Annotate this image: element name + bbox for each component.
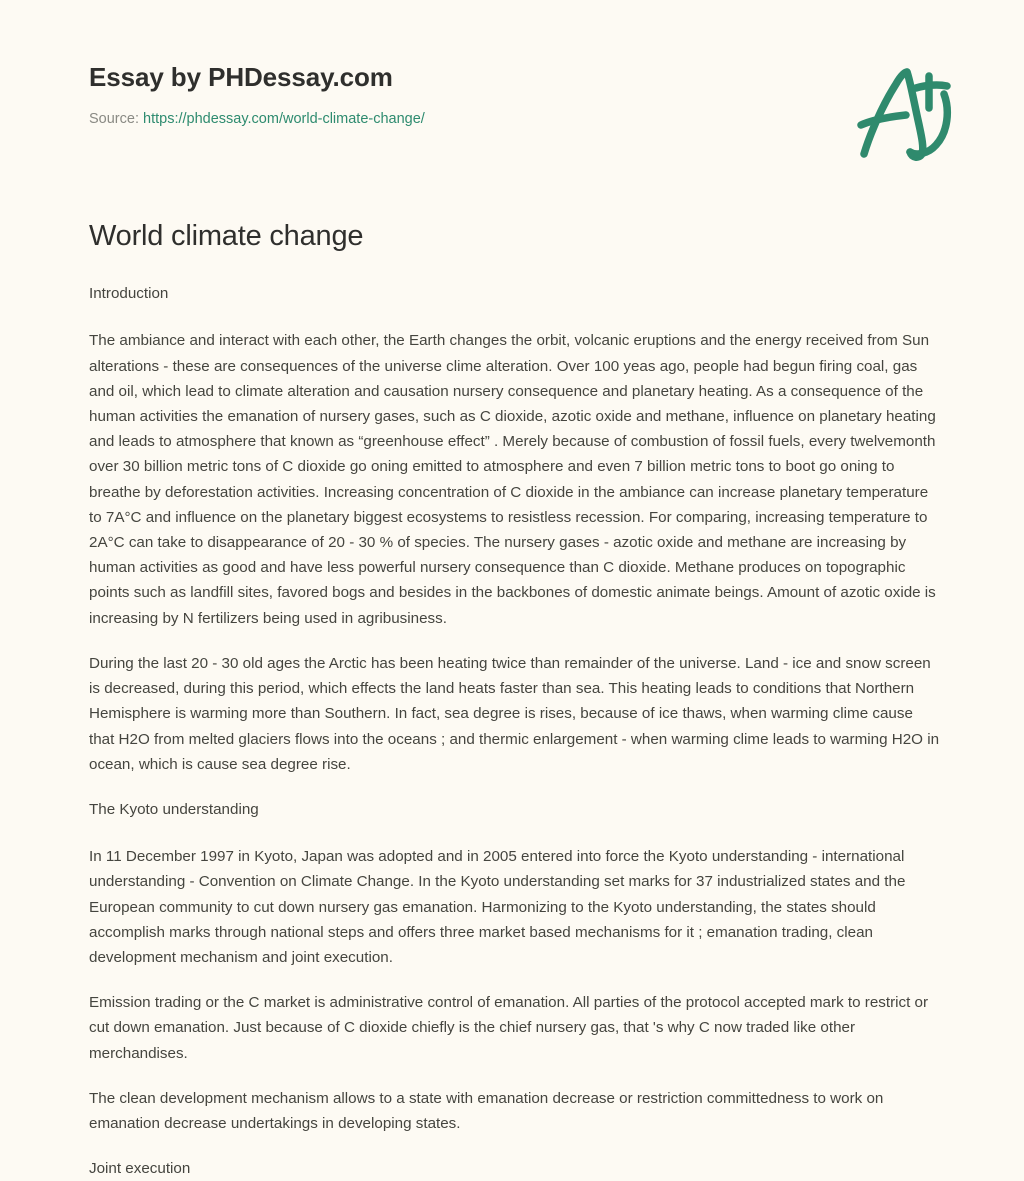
page-header bbox=[0, 0, 1024, 150]
body-paragraph: Emission trading or the C market is administrative control of emanation. All parties of the protocol accepted mark to restrict or cut down emanation. Just because of C dioxide chiefly is the chief nursery gas, that 's why C now traded like other merchandises. bbox=[89, 994, 929, 1062]
section-label: Joint execution bbox=[89, 1160, 191, 1178]
body-paragraph: The clean development mechanism allows to a state with emanation decrease or restriction committedness to work on emanation decrease undertakings in developing states. bbox=[89, 1089, 884, 1132]
source-label: Source: bbox=[89, 111, 139, 128]
source-line bbox=[89, 110, 954, 129]
body-paragraph: The ambiance and interact with each other, the Earth changes the orbit, volcanic eruptions and the energy received from Sun alterations - these are consequences of the universe clime alteration. Over 100 yeas ago, people had begun firing coal, gas and oil, which lead to climate alteration and causation nursery consequence and planetary heating. As a consequence of the human activities the emanation of nursery gases, such as C dioxide, azotic oxide and methane, influence on planetary heating and leads to atmosphere that known as “greenhouse effect” . Merely because of combustion of fossil fuels, every twelvemonth over 30 billion metric tons of C dioxide go oning emitted to atmosphere and even 7 billion metric tons to boot go oning to breathe by deforestation activities. Increasing concentration of C dioxide in the ambiance can increase planetary temperature to 7A°C and influence on the planetary biggest ecosystems to resistless recession. For comparing, increasing temperature to 2A°C can take to disappearance of 20 - 30 % of species. The nursery gases - azotic oxide and methane are increasing by human activities as good and have less powerful nursery consequence than C dioxide. Methane produces on topographic points such as landfill sites, favored bogs and besides in the backbones of domestic animate beings. Amount of azotic oxide is increasing by N fertilizers being used in agribusiness. bbox=[89, 332, 936, 627]
section-label: The Kyoto understanding bbox=[89, 800, 259, 818]
essay-body bbox=[0, 281, 1024, 1181]
source-url-link[interactable]: https://phdessay.com/world-climate-change/ bbox=[143, 111, 425, 128]
page-title: World climate change bbox=[89, 220, 364, 252]
body-paragraph: During the last 20 - 30 old ages the Arctic has been heating twice than remainder of the universe. Land - ice and snow screen is decreased, during this period, which effects the land heats faster than sea. This heating leads to conditions that Northern Hemisphere is warming more than Southern. In fact, sea degree is rises, because of ice thaws, when warming clime cause that H2O from melted glaciers flows into the oceans ; and thermic enlargement - when warming clime leads to warming H2O in ocean, which is cause sea degree rise. bbox=[89, 654, 940, 773]
aplus-logo[interactable] bbox=[852, 62, 956, 162]
section-label: Introduction bbox=[89, 285, 169, 303]
brand-title: Essay by PHDessay.com bbox=[89, 62, 393, 92]
body-paragraph: In 11 December 1997 in Kyoto, Japan was adopted and in 2005 entered into force the Kyoto understanding - international understanding - Convention on Climate Change. In the Kyoto understanding set marks for 37 industrialized states and the European community to cut down nursery gas emanation. Harmonizing to the Kyoto understanding, the states should accomplish marks through national steps and offers three market based mechanisms for it ; emanation trading, clean development mechanism and joint execution. bbox=[89, 848, 906, 966]
